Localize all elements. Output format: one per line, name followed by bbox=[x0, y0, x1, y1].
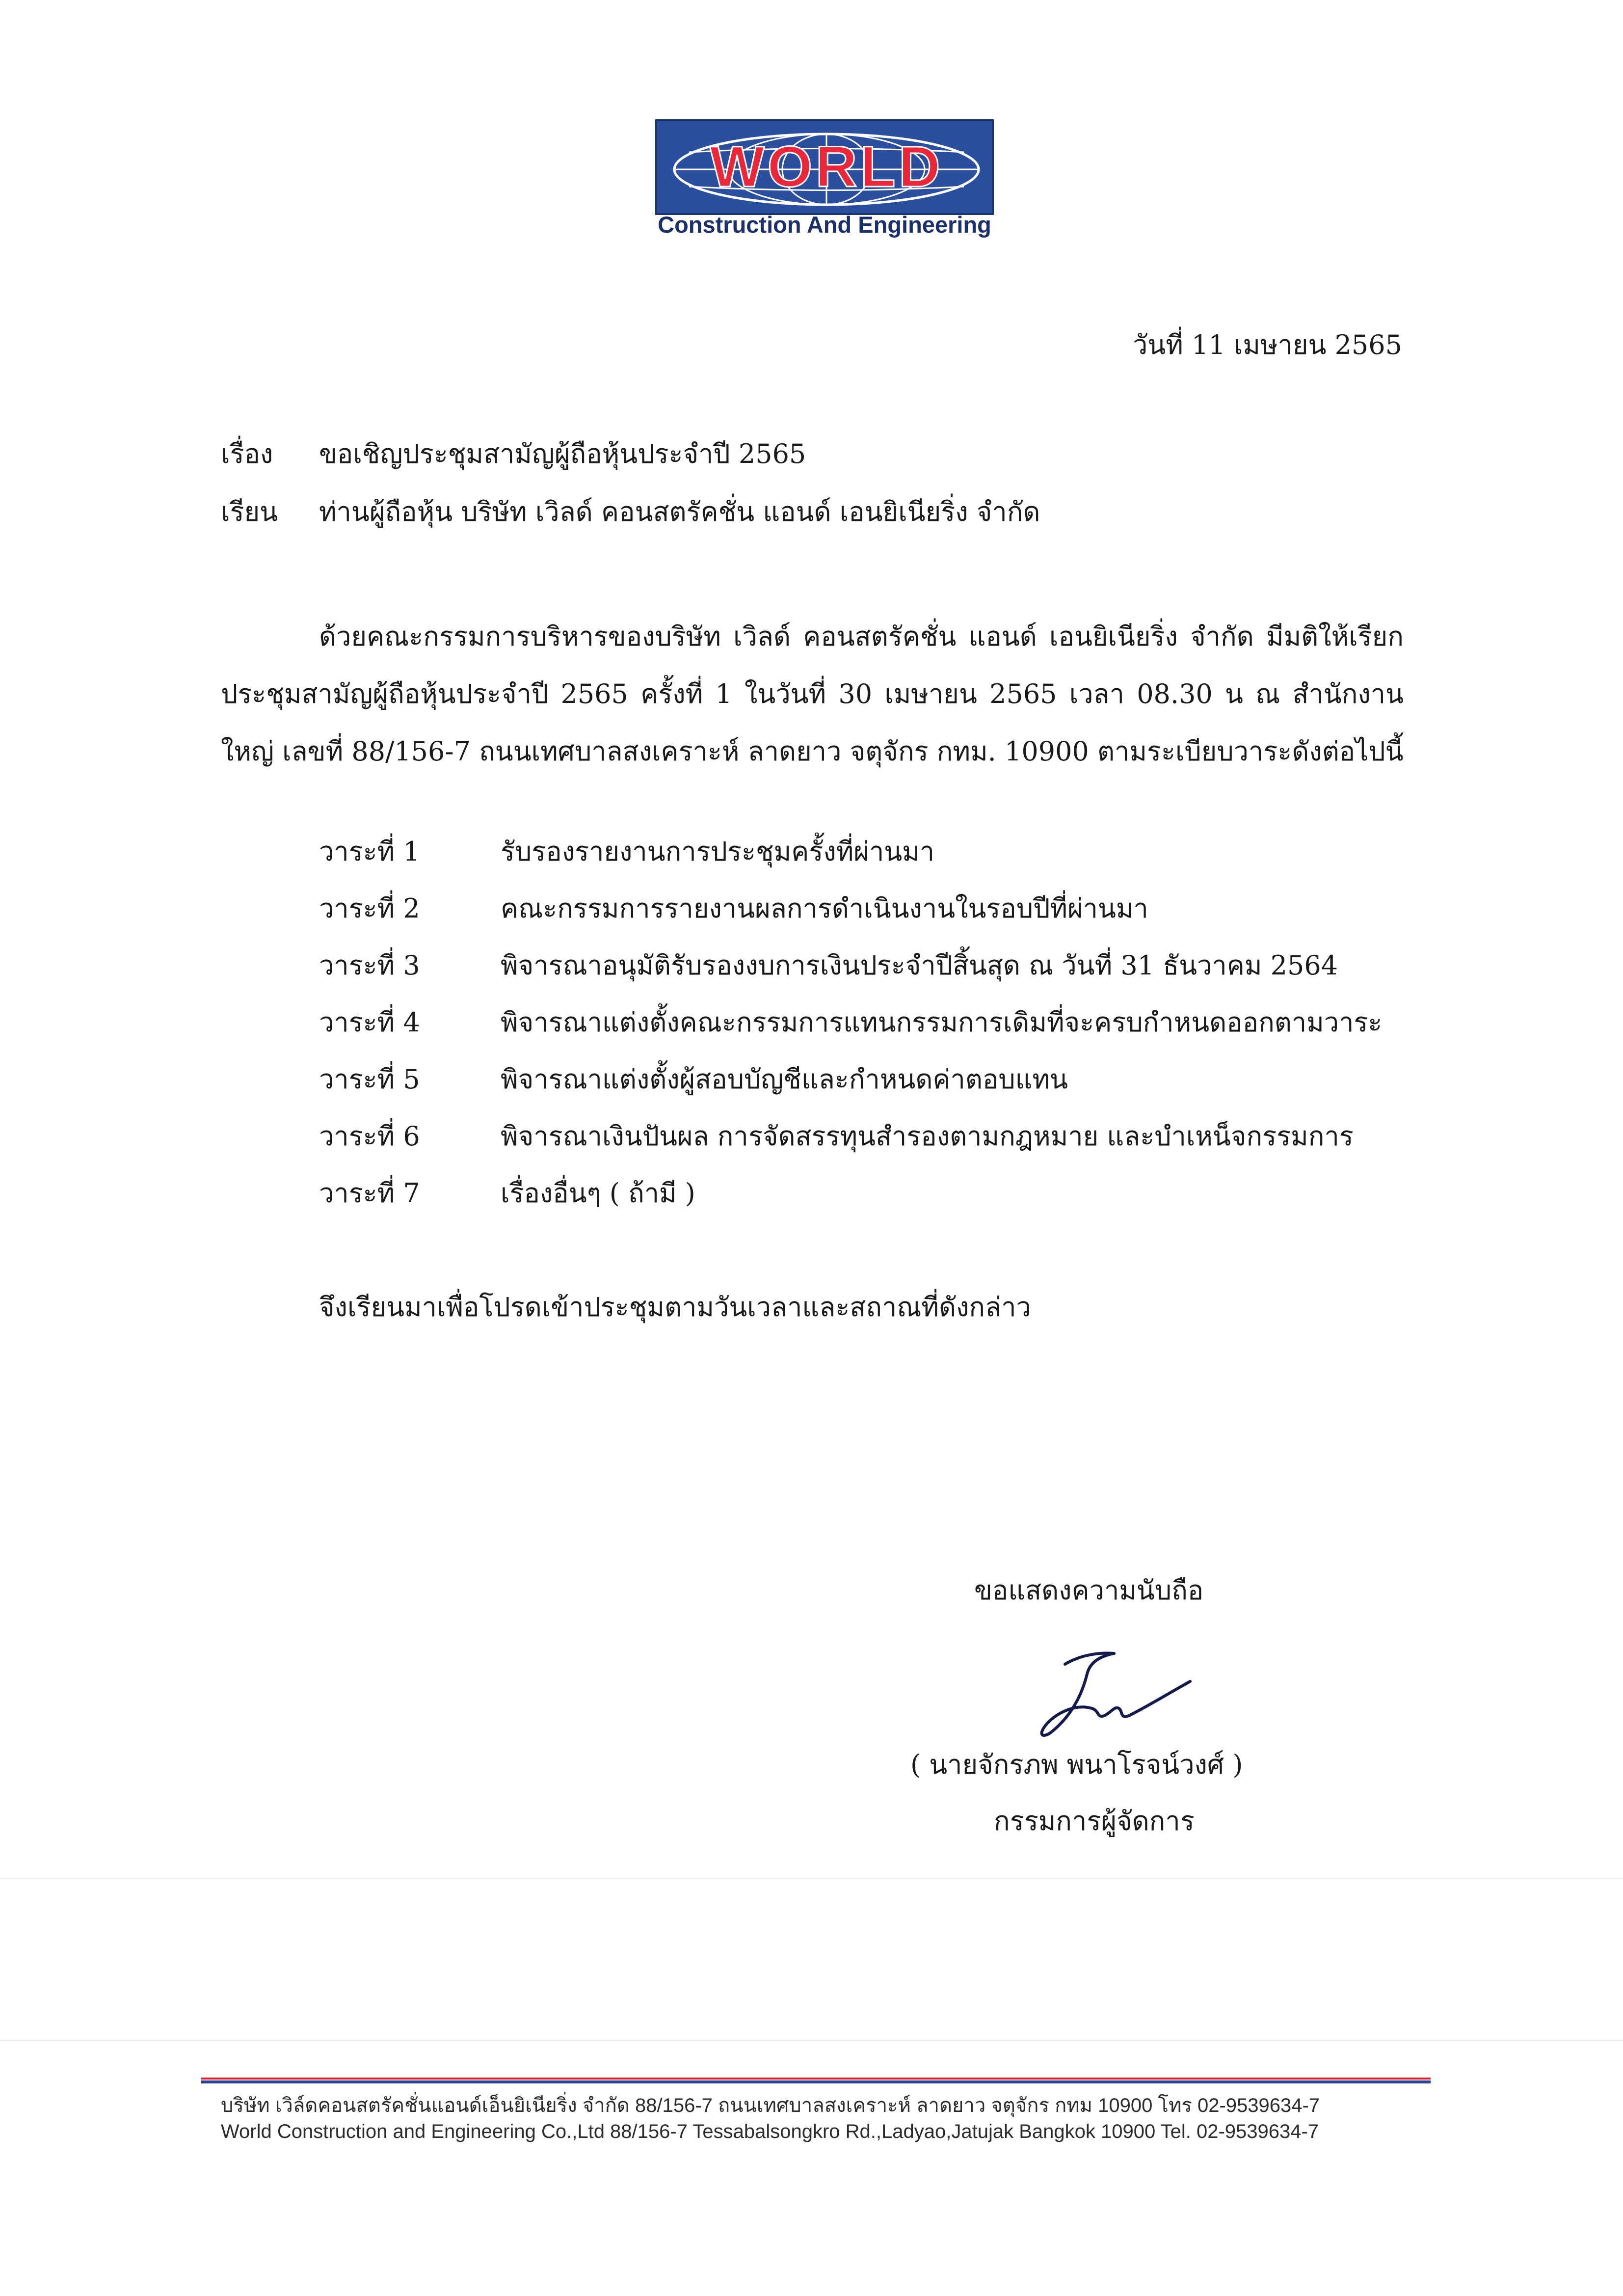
agenda-text: พิจารณาแต่งตั้งผู้สอบบัญชีและกำหนดค่าตอบแทน bbox=[501, 1064, 1068, 1095]
addressee-text: ท่านผู้ถือหุ้น บริษัท เวิลด์ คอนสตรัคชั่น แอนด์ เอนยิเนียริ่ง จำกัด bbox=[319, 496, 1040, 527]
addressee-label: เรียน bbox=[221, 496, 278, 527]
regards-text: ขอแสดงความนับถือ bbox=[974, 1575, 1204, 1606]
logo-wordmark: WORLD bbox=[710, 135, 943, 199]
footer-blue-rule bbox=[201, 2080, 1431, 2083]
signer-title: กรรมการผู้จัดการ bbox=[994, 1806, 1195, 1837]
subject-text: ขอเชิญประชุมสามัญผู้ถือหุ้นประจำปี 2565 bbox=[319, 438, 806, 469]
footer-address-english: World Construction and Engineering Co.,Ltd 88/156-7 Tessabalsongkro Rd.,Ladyao,Jatujak Bangkok 10900 Tel. 02-9539634-7 bbox=[221, 2121, 1319, 2142]
letter-date: วันที่ 11 เมษายน 2565 bbox=[1133, 329, 1402, 360]
agenda-text: พิจารณาแต่งตั้งคณะกรรมการแทนกรรมการเดิมที่จะครบกำหนดออกตามวาระ bbox=[501, 1007, 1383, 1038]
agenda-number: วาระที่ 5 bbox=[319, 1064, 420, 1095]
agenda-number: วาระที่ 3 bbox=[319, 950, 420, 981]
footer-address-thai: บริษัท เวิล์ดคอนสตรัคชั่นแอนด์เอ็นยิเนียริ่ง จำกัด 88/156-7 ถนนเทศบาลสงเคราะห์ ลาดยาว จตุจักร กทม 10900 โทร 02-9539634-7 bbox=[221, 2095, 1320, 2116]
subject-label: เรื่อง bbox=[221, 438, 273, 469]
logo-subtitle: Construction And Engineering bbox=[658, 212, 991, 238]
agenda-text: รับรองรายงานการประชุมครั้งที่ผ่านมา bbox=[501, 836, 935, 867]
agenda-number: วาระที่ 4 bbox=[319, 1007, 420, 1038]
agenda-number: วาระที่ 6 bbox=[319, 1121, 420, 1152]
divider bbox=[0, 2040, 1623, 2041]
company-logo bbox=[655, 119, 994, 215]
footer-red-rule bbox=[201, 2078, 1431, 2080]
agenda-text: พิจารณาเงินปันผล การจัดสรรทุนสำรองตามกฎหมาย และบำเหน็จกรรมการ bbox=[501, 1121, 1354, 1152]
signature-icon bbox=[991, 1635, 1197, 1743]
agenda-text: เรื่องอื่นๆ ( ถ้ามี ) bbox=[501, 1178, 695, 1209]
divider bbox=[0, 1878, 1623, 1879]
agenda-number: วาระที่ 2 bbox=[319, 893, 420, 924]
agenda-text: คณะกรรมการรายงานผลการดำเนินงานในรอบปีที่ผ่านมา bbox=[501, 893, 1148, 924]
agenda-text: พิจารณาอนุมัติรับรองงบการเงินประจำปีสิ้นสุด ณ วันที่ 31 ธันวาคม 2564 bbox=[501, 950, 1338, 981]
closing-paragraph: จึงเรียนมาเพื่อโปรดเข้าประชุมตามวันเวลาและสถาณที่ดังกล่าว bbox=[319, 1292, 1031, 1323]
signer-name: ( นายจักรภพ พนาโรจน์วงศ์ ) bbox=[910, 1749, 1243, 1780]
agenda-number: วาระที่ 7 bbox=[319, 1178, 420, 1209]
agenda-number: วาระที่ 1 bbox=[319, 836, 420, 867]
body-paragraph: ด้วยคณะกรรมการบริหารของบริษัท เวิลด์ คอนสตรัคชั่น แอนด์ เอนยิเนียริ่ง จำกัด มีมติให้เรียกประชุมสามัญผู้ถือหุ้นประจำปี 2565 ครั้งที่ 1 ในวันที่ 30 เมษายน 2565 เวลา 08.30 น ณ สำนักงานใหญ่ เลขที่ 88/156-7 ถนนเทศบาลสงเคราะห์ ลาดยาว จตุจักร กทม. 10900 ตามระเบียบวาระดังต่อไปนี้ bbox=[221, 621, 1404, 767]
